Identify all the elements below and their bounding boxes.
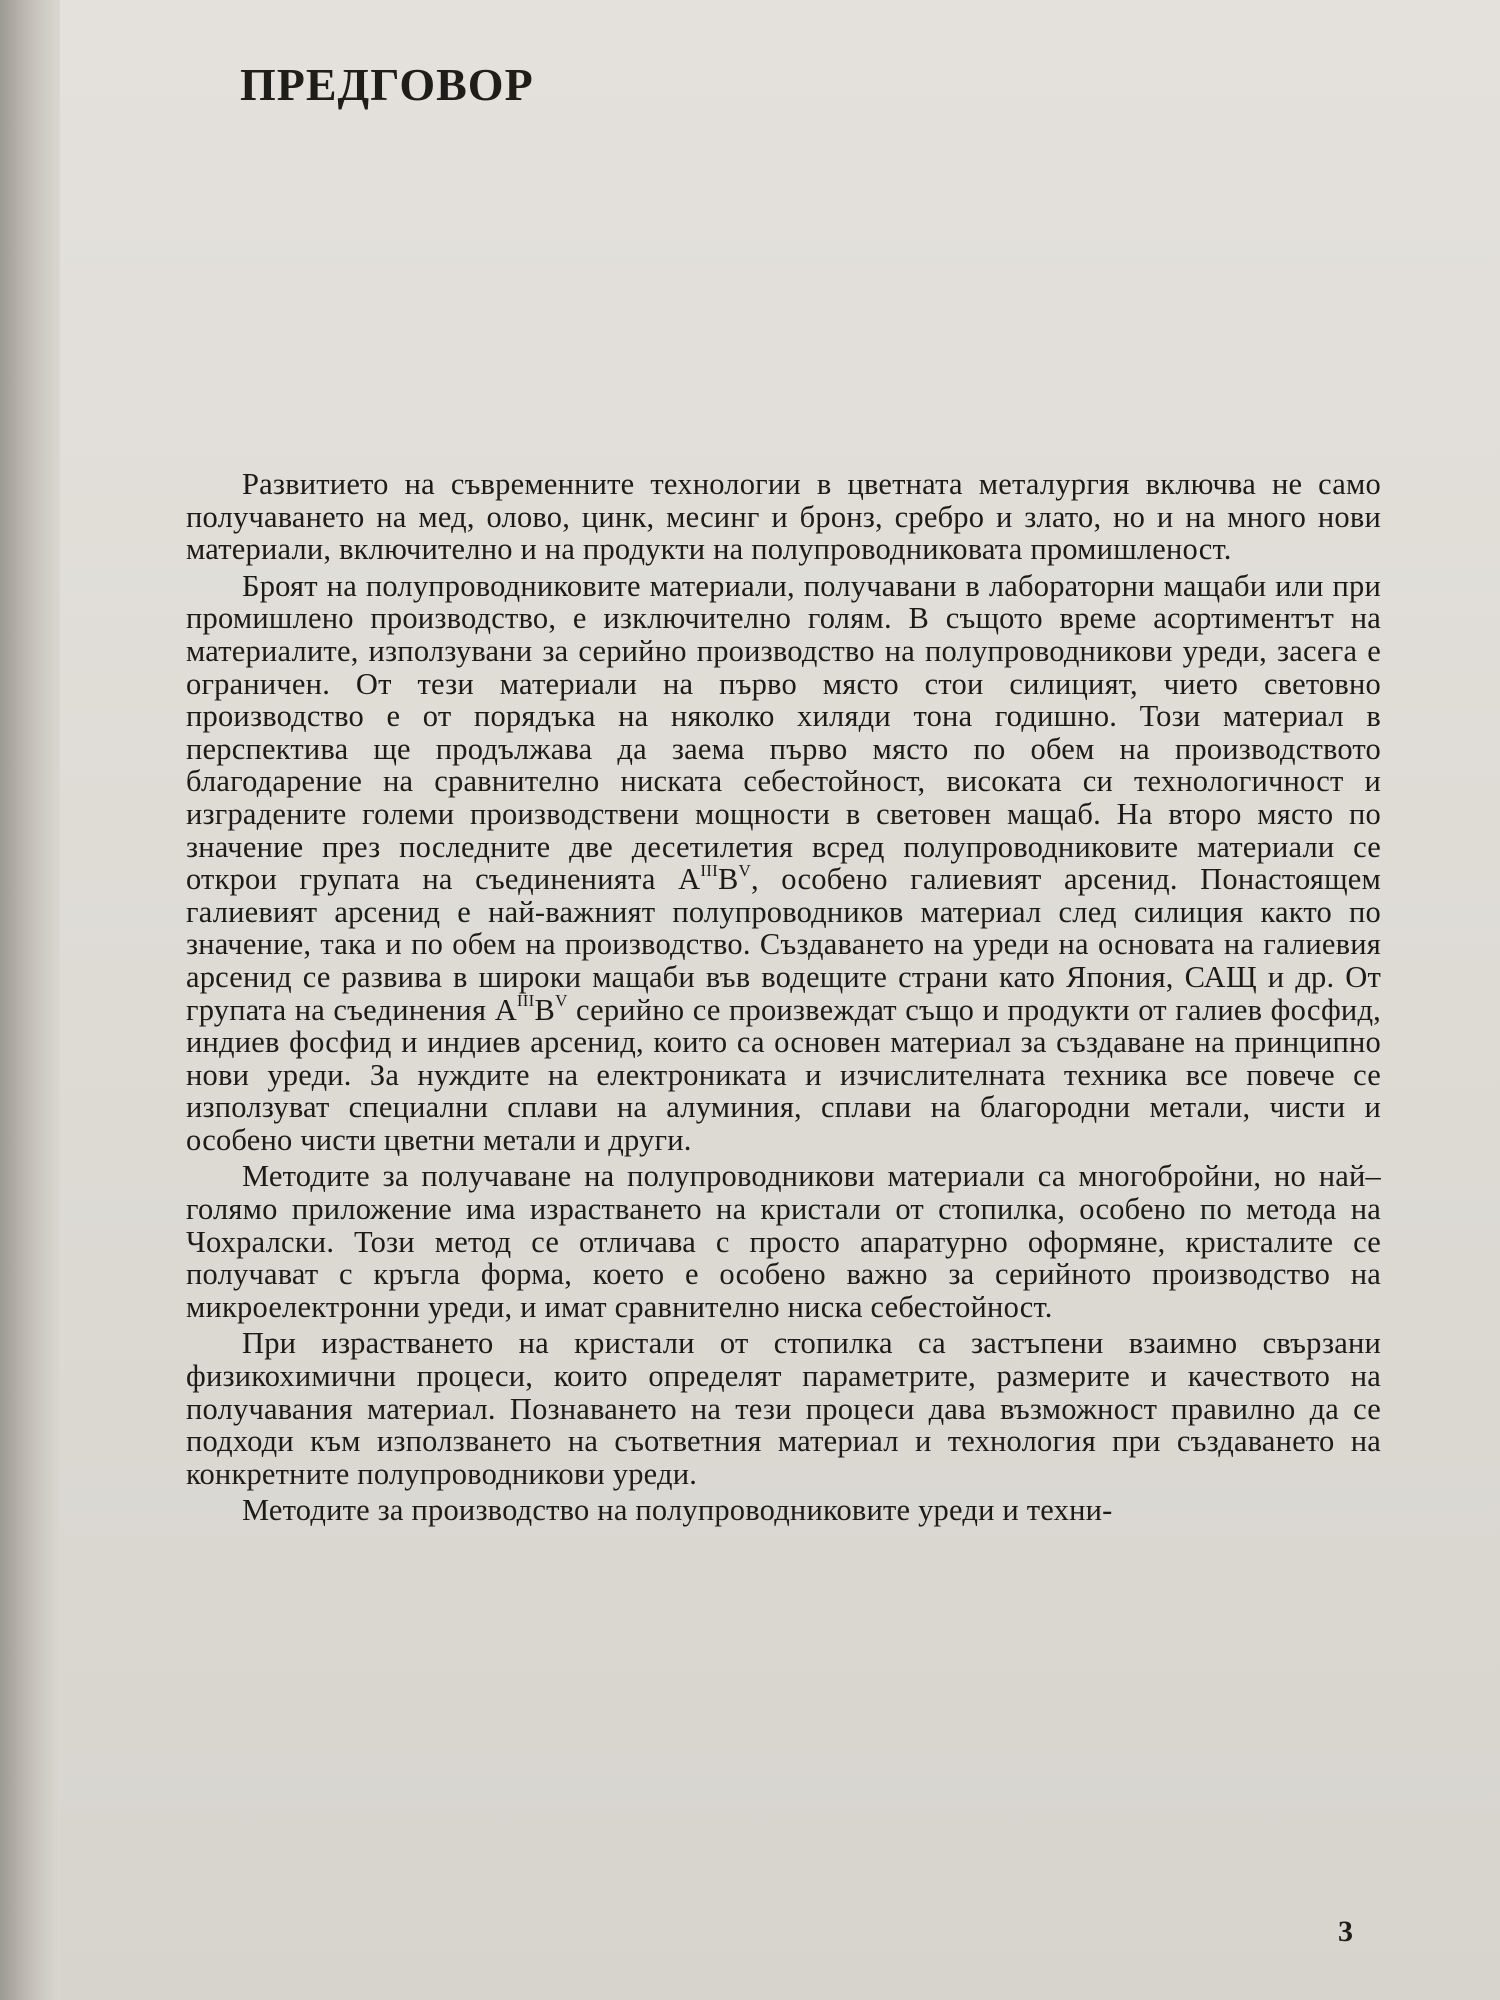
paragraph-1: Развитието на съвременните технологии в цветната металургия включва не само получаването на мед, олово, цинк, месинг и бронз, сребро и злато, но и на много нови материали, включително и на продукти на полупроводниковата промишленост.	[186, 467, 1381, 567]
superscript-iii: III	[700, 860, 718, 880]
book-gutter	[0, 0, 60, 2000]
page-number: 3	[1338, 1915, 1353, 1948]
body-text	[186, 468, 1381, 1527]
page-heading: ПРЕДГОВОР	[240, 59, 534, 110]
letter-a-2: A	[494, 992, 517, 1027]
paragraph-2-start: Броят на полупроводниковите материали, получавани в лабораторни мащаби или при промишлено производство, е изключително голям. В същото време асортиментът на материалите, използувани за серийно производство на полупроводникови уреди, засега е ограничен. От тези материали на първо място стои силицият, чието световно производство е от порядъка на няколко хиляди тона годишно. Този материал в перспектива ще продължава да заема първо място по обем на производството благодарение на сравнително ниската себестойност, високата си технологичност и изградените големи производствени мощности в световен мащаб. На второ място по значение през последните две десетилетия всред полупроводниковите материали се открои групата на съединенията A	[186, 568, 1381, 897]
paragraph-2	[186, 570, 1381, 1157]
paragraph-5: Методите за производство на полупроводниковите уреди и техни-	[242, 1493, 1113, 1528]
paragraph-3: Методите за получаване на полупроводникови материали са многобройни, но най–голямо приложение има израстването на кристали от стопилка, особено по метода на Чохралски. Този метод се отличава с просто апаратурно оформяне, кристалите се получават с кръгла форма, което е особено важно за серийното производство на микроелектронни уреди, и имат сравнително ниска себестойност.	[186, 1159, 1381, 1324]
superscript-v-2: V	[555, 991, 568, 1011]
paragraph-2-middle: , особено галиевият арсенид. Понастоящем галиевият арсенид е най-важният полупроводников материал след силиция както по значение, така и по обем на производство. Създаването на уреди на основата на галиевия арсенид се развива в широки мащаби във водещите страни като Япония, САЩ и др. От групата на съединения	[186, 862, 1381, 1027]
letter-b: B	[717, 862, 739, 897]
paragraph-4: При израстването на кристали от стопилка са застъпени взаимно свързани физикохимични процеси, които определят параметрите, размерите и качеството на получавания материал. Познаването на тези процеси дава възможност правилно да се подходи към използването на съответния материал и технология при създаването на конкретните полупроводникови уреди.	[186, 1326, 1381, 1491]
superscript-iii-2: III	[516, 991, 535, 1011]
paragraph-2-end: серийно се произвеждат също и продукти от галиев фосфид, индиев фосфид и индиев арсенид, които са основен материал за създаване на принципно нови уреди. За нуждите на електрониката и изчислителната техника все повече се използуват специални сплави на алуминия, сплави на благородни метали, чисти и особено чисти цветни метали и други.	[186, 992, 1381, 1157]
letter-b-2: B	[534, 992, 556, 1027]
superscript-v: V	[738, 860, 751, 880]
